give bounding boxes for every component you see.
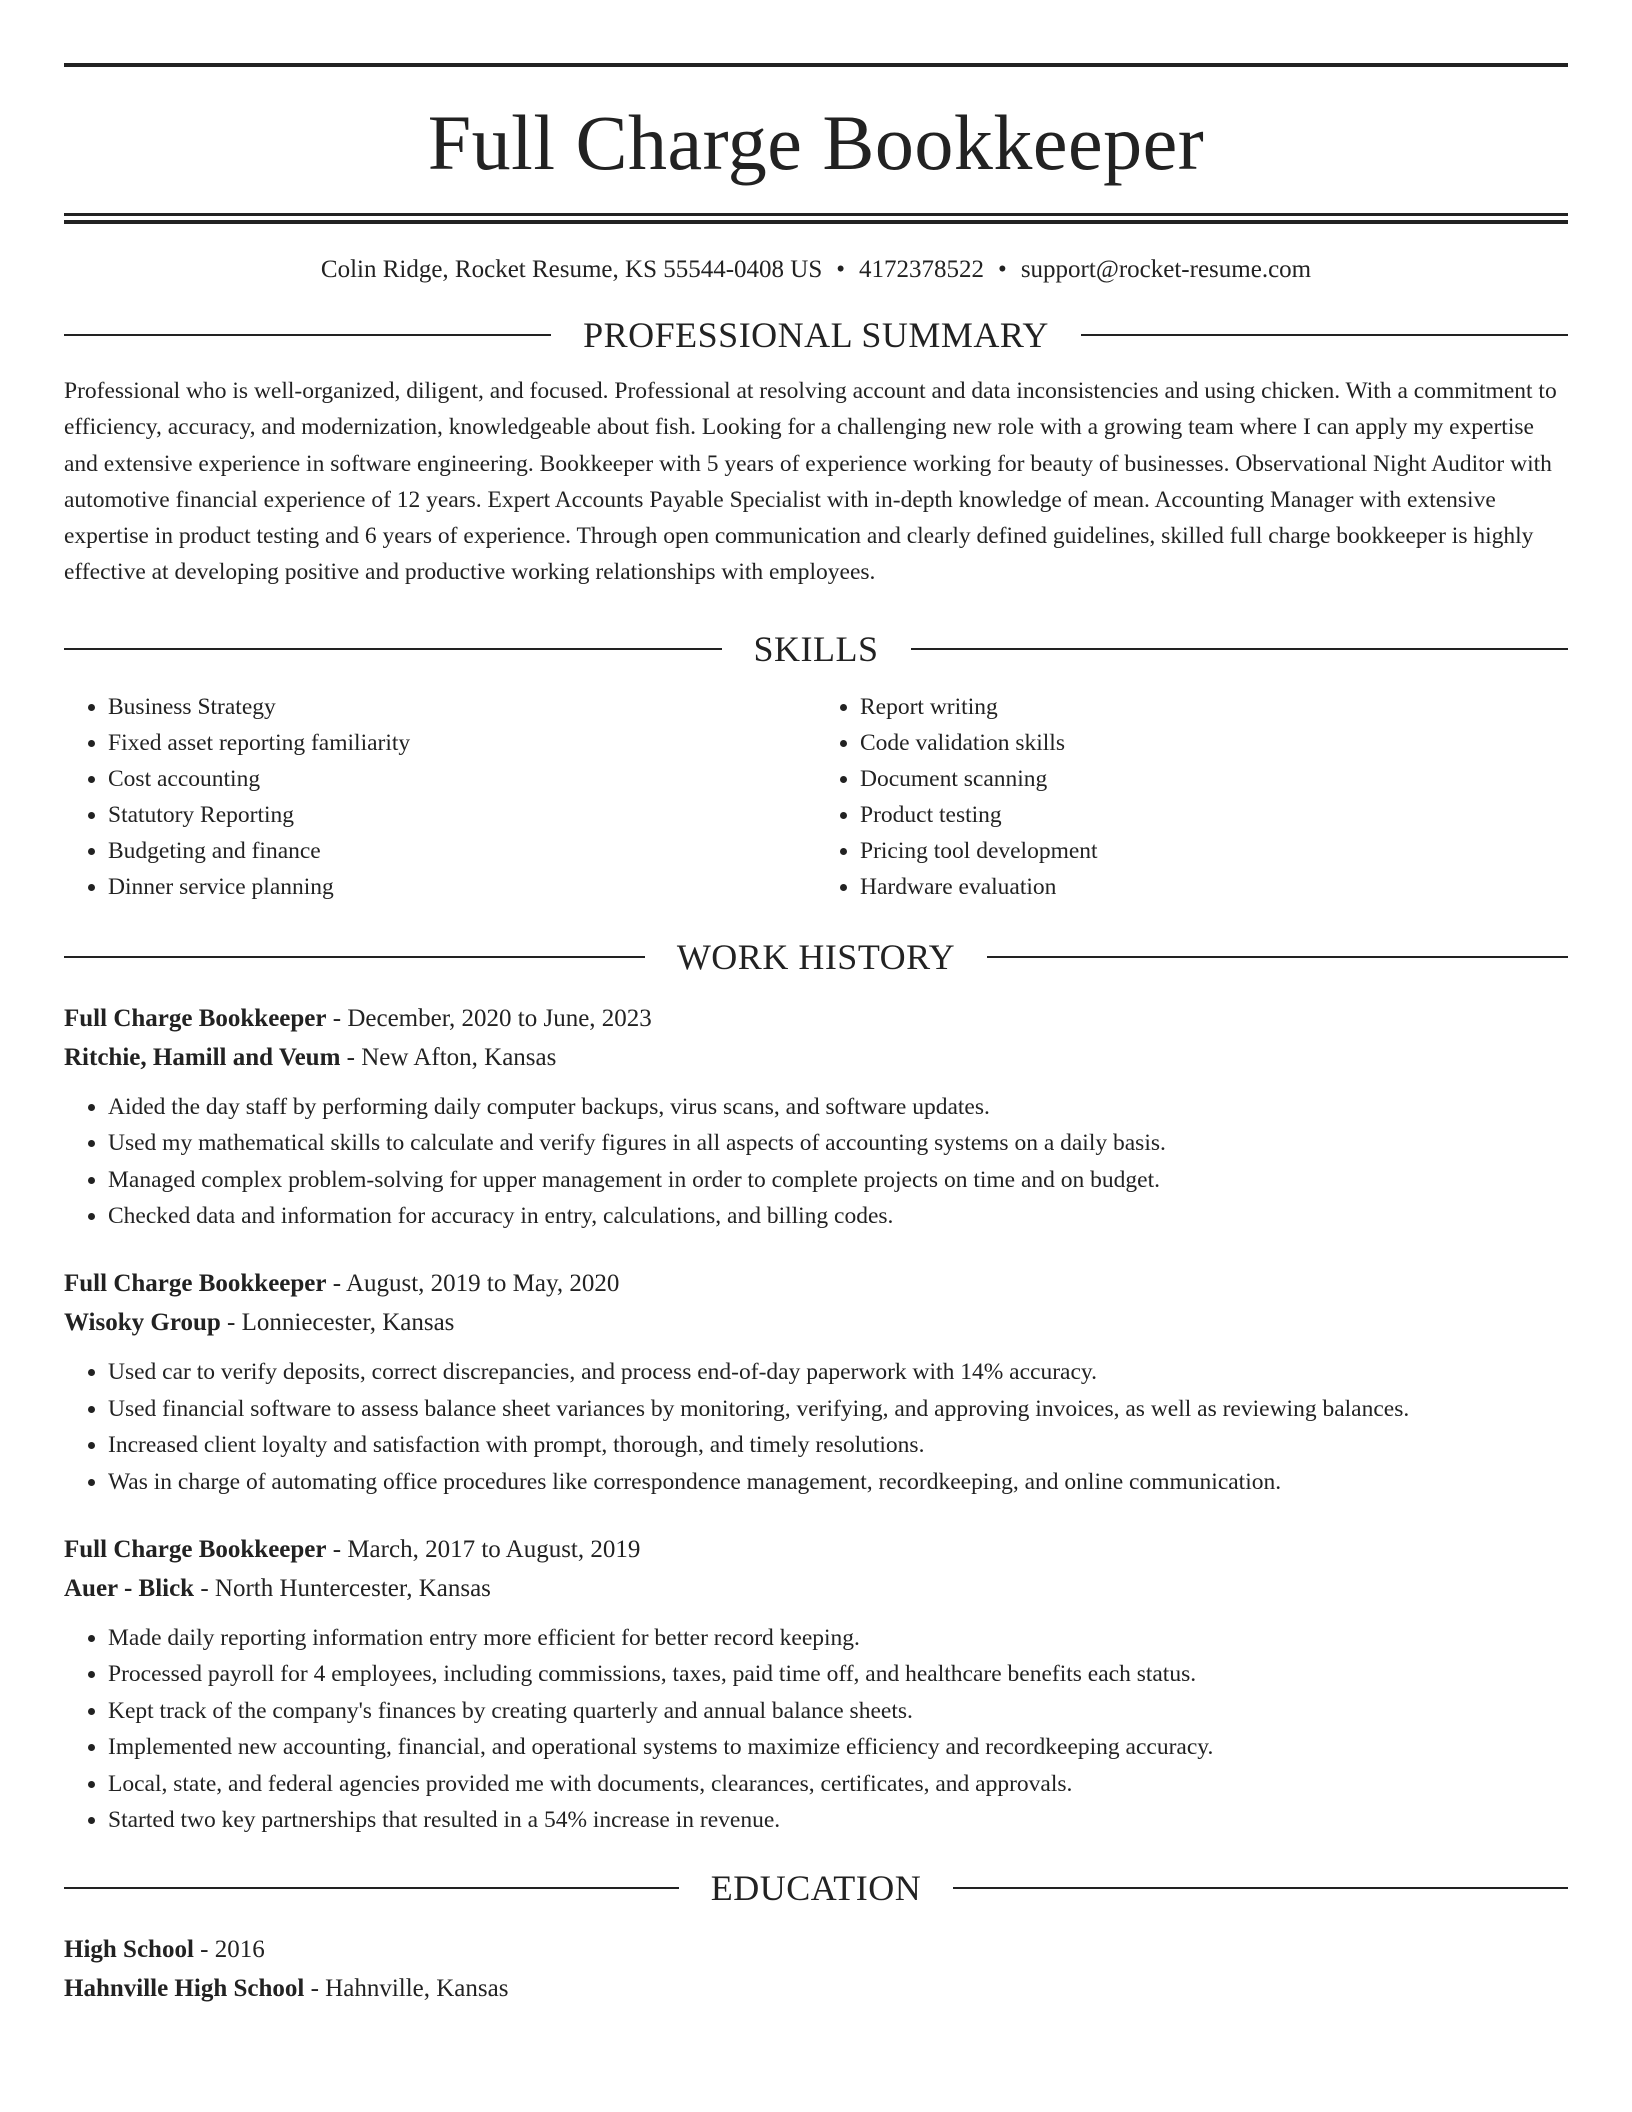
- education-school-line: [64, 1969, 1568, 2008]
- skill-item: • Fixed asset reporting familiarity: [108, 725, 816, 761]
- job-bullet: • Processed payroll for 4 employees, including commissions, taxes, paid time off, and healthcare benefits each status.: [108, 1656, 1568, 1692]
- contact-address: Colin Ridge, Rocket Resume, KS 55544-0408 US: [320, 256, 823, 283]
- job-bullet: • Used car to verify deposits, correct discrepancies, and process end-of-day paperwork with 14% accuracy.: [108, 1354, 1568, 1390]
- job-bullet: • Increased client loyalty and satisfaction with prompt, thorough, and timely resolutions.: [108, 1427, 1568, 1463]
- job-bullet: • Implemented new accounting, financial, and operational systems to maximize efficiency and recordkeeping accuracy.: [108, 1729, 1568, 1765]
- job-company-line: [64, 1038, 1568, 1077]
- job-title: Full Charge Bookkeeper: [64, 1004, 327, 1032]
- top-rule: [64, 63, 1568, 67]
- section-heading-summary: [64, 305, 1568, 365]
- job-bullet: • Started two key partnerships that resulted in a 54% increase in revenue.: [108, 1802, 1568, 1838]
- heading-rule-right: [1081, 334, 1568, 336]
- skills-column-right: [816, 689, 1568, 905]
- skill-item: • Report writing: [860, 689, 1568, 725]
- heading-rule-right: [987, 956, 1568, 958]
- job-company-line: [64, 1569, 1568, 1608]
- job-entry: [64, 1530, 1568, 1838]
- job-entry: [64, 1264, 1568, 1500]
- skills-column-left: [64, 689, 816, 905]
- skill-item: • Dinner service planning: [108, 869, 816, 905]
- job-bullet: • Made daily reporting information entry more efficient for better record keeping.: [108, 1620, 1568, 1656]
- skill-item: • Business Strategy: [108, 689, 816, 725]
- job-company: Ritchie, Hamill and Veum: [64, 1043, 341, 1071]
- job-title-line: [64, 1530, 1568, 1569]
- job-bullet: • Local, state, and federal agencies provided me with documents, clearances, certificates, and approvals.: [108, 1766, 1568, 1802]
- job-dates: - August, 2019 to May, 2020: [326, 1270, 620, 1298]
- job-bullet: • Used my mathematical skills to calculate and verify figures in all aspects of accounting systems on a daily basis.: [108, 1125, 1568, 1161]
- job-bullet: • Checked data and information for accuracy in entry, calculations, and billing codes.: [108, 1198, 1568, 1234]
- section-title: SKILLS: [753, 628, 879, 669]
- job-bullet: • Managed complex problem-solving for upper management in order to complete projects on time and on budget.: [108, 1162, 1568, 1198]
- education-location: - Hahnville, Kansas: [304, 1975, 509, 2003]
- education-degree: High School: [64, 1936, 194, 1964]
- education-entry: [64, 1930, 1568, 2008]
- skill-item: • Budgeting and finance: [108, 833, 816, 869]
- job-entry: [64, 999, 1568, 1235]
- skill-item: • Product testing: [860, 797, 1568, 833]
- job-title: Full Charge Bookkeeper: [64, 1536, 327, 1564]
- skills-list: [64, 689, 1568, 905]
- job-dates: - December, 2020 to June, 2023: [326, 1004, 652, 1032]
- summary-text: Professional who is well-organized, diligent, and focused. Professional at resolving account and data inconsistencies and using chicken. With a commitment to efficiency, accuracy, and modernization, knowledgeable about fish. Looking for a challenging new role with a growing team where I can apply my expertise and extensive experience in software engineering. Bookkeeper with 5 years of experience working for beauty of businesses. Observational Night Auditor with automotive financial experience of 12 years. Expert Accounts Payable Specialist with in-depth knowledge of mean. Accounting Manager with extensive expertise in product testing and 6 years of experience. Through open communication and clearly defined guidelines, skilled full charge bookkeeper is highly effective at developing positive and productive working relationships with employees.: [64, 378, 1557, 586]
- heading-rule-left: [64, 1887, 679, 1889]
- job-title: Full Charge Bookkeeper: [64, 1270, 327, 1298]
- heading-rule-left: [64, 648, 722, 650]
- skill-item: • Hardware evaluation: [860, 869, 1568, 905]
- contact-email: support@rocket-resume.com: [1020, 256, 1312, 283]
- job-title-line: [64, 1264, 1568, 1303]
- job-bullets: [64, 1620, 1568, 1838]
- contact-separator: •: [998, 256, 1007, 283]
- skill-item: • Document scanning: [860, 761, 1568, 797]
- skill-item: • Pricing tool development: [860, 833, 1568, 869]
- job-bullet: • Aided the day staff by performing daily computer backups, virus scans, and software updates.: [108, 1089, 1568, 1125]
- title-double-rule: [64, 213, 1568, 224]
- job-bullets: [64, 1354, 1568, 1500]
- heading-rule-right: [911, 648, 1569, 650]
- heading-rule-right: [953, 1887, 1568, 1889]
- skill-item: • Code validation skills: [860, 725, 1568, 761]
- skill-item: • Cost accounting: [108, 761, 816, 797]
- contact-phone: 4172378522: [859, 256, 985, 283]
- section-title: EDUCATION: [710, 1868, 922, 1909]
- job-bullets: [64, 1089, 1568, 1235]
- skill-item: • Statutory Reporting: [108, 797, 816, 833]
- section-heading-work: [64, 927, 1568, 987]
- job-dates: - March, 2017 to August, 2019: [326, 1536, 641, 1564]
- heading-rule-left: [64, 334, 551, 336]
- job-location: - North Huntercester, Kansas: [194, 1575, 491, 1603]
- section-title: PROFESSIONAL SUMMARY: [583, 315, 1049, 355]
- job-company: Auer - Blick: [64, 1575, 195, 1603]
- section-title: WORK HISTORY: [676, 936, 956, 977]
- education-school: Hahnville High School: [64, 1975, 305, 2003]
- resume-title: Full Charge Bookkeeper: [427, 99, 1205, 186]
- job-bullet: • Used financial software to assess balance sheet variances by monitoring, verifying, and approving invoices, as well as reviewing balances.: [108, 1391, 1568, 1427]
- education-year: - 2016: [193, 1936, 265, 1964]
- job-bullet: • Kept track of the company's finances by creating quarterly and annual balance sheets.: [108, 1693, 1568, 1729]
- contact-separator: •: [836, 256, 846, 283]
- section-heading-education: [64, 1858, 1568, 1918]
- job-bullet: • Was in charge of automating office procedures like correspondence management, recordkeeping, and online communication.: [108, 1464, 1568, 1500]
- section-heading-skills: [64, 619, 1568, 679]
- job-company: Wisoky Group: [64, 1309, 221, 1337]
- contact-line: [64, 255, 1568, 285]
- job-company-line: [64, 1303, 1568, 1342]
- job-location: - New Afton, Kansas: [340, 1043, 557, 1071]
- job-title-line: [64, 999, 1568, 1038]
- job-location: - Lonniecester, Kansas: [220, 1309, 455, 1337]
- education-degree-line: [64, 1930, 1568, 1969]
- heading-rule-left: [64, 956, 645, 958]
